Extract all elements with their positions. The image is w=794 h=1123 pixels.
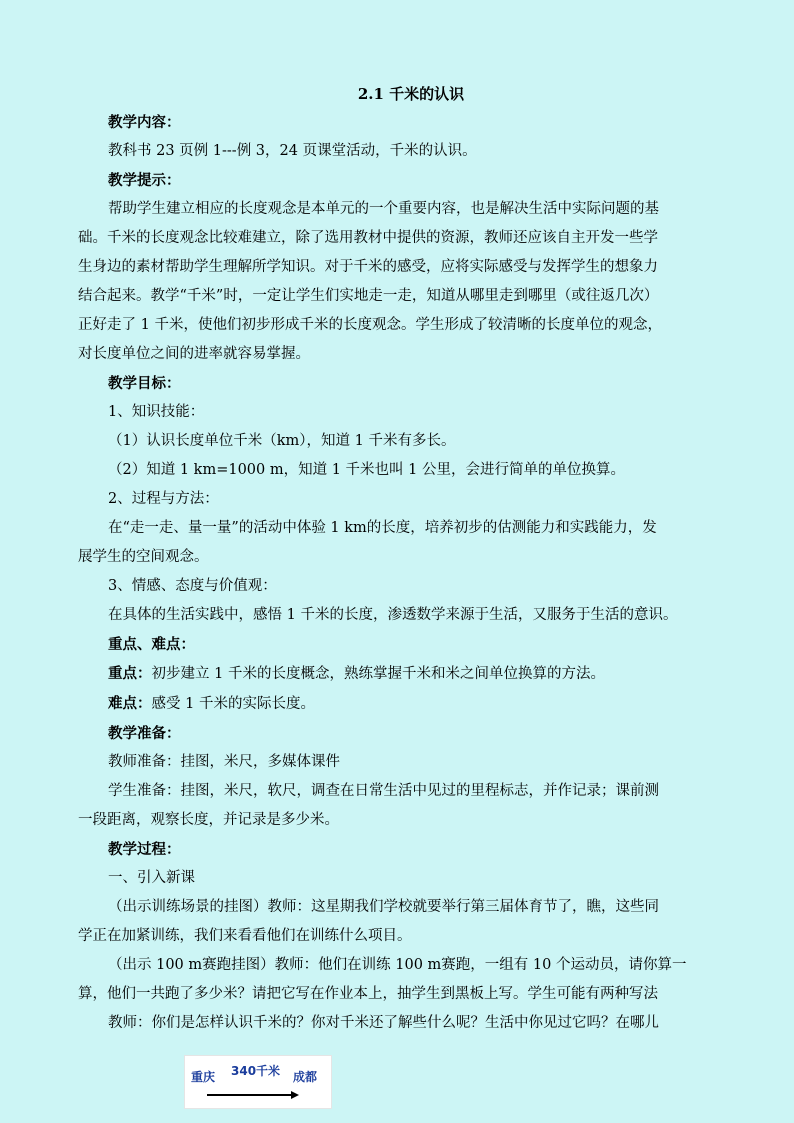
process-p1-line: 学正在加紧训练，我们来看看他们在训练什么项目。 <box>78 928 412 944</box>
document-page <box>78 80 724 1038</box>
distance-diagram <box>184 1055 332 1109</box>
page-title: 2.1 千米的认识 <box>357 85 465 103</box>
process-heading: 教学过程： <box>108 841 181 858</box>
tips-line: 生身边的素材帮助学生理解所学知识。对于千米的感受，应将实际感受与发挥学生的想象力 <box>78 259 658 275</box>
process-p2-line: （出示 100 m赛跑挂图）教师：他们在训练 100 m赛跑，一组有 10 个运动员，请你算一 <box>108 957 687 973</box>
prep-student-line: 学生准备：挂图，米尺，软尺，调查在日常生活中见过的里程标志，并作记录；课前测 <box>108 783 659 799</box>
goal2-line: 在“走一走、量一量”的活动中体验 1 km的长度，培养初步的估测能力和实践能力，发 <box>108 520 657 536</box>
goal2-heading: 2、过程与方法： <box>108 491 219 507</box>
tips-line: 正好走了 1 千米，使他们初步形成千米的长度观念。学生形成了较清晰的长度单位的观念， <box>78 317 662 333</box>
process-p3: 教师：你们是怎样认识千米的？你对千米还了解些什么呢？生活中你见过它吗？在哪儿 <box>108 1015 659 1031</box>
key-heading: 重点、难点： <box>108 636 195 653</box>
tips-line: 帮助学生建立相应的长度观念是本单元的一个重要内容，也是解决生活中实际问题的基 <box>108 201 659 217</box>
tips-line: 础。千米的长度观念比较难建立，除了选用教材中提供的资源，教师还应该自主开发一些学 <box>78 230 658 246</box>
tips-line: 对长度单位之间的进率就容易掌握。 <box>78 346 310 362</box>
goal3-heading: 3、情感、态度与价值观： <box>108 578 277 594</box>
key-line <box>78 659 724 689</box>
process-step1: 一、引入新课 <box>108 870 195 886</box>
goal1-heading: 1、知识技能： <box>108 404 205 420</box>
tips-heading: 教学提示： <box>108 172 181 189</box>
arrow-right-icon <box>207 1090 299 1100</box>
key-text: 初步建立 1 千米的长度概念，熟练掌握千米和米之间单位换算的方法。 <box>151 666 605 682</box>
prep-student-line: 一段距离，观察长度，并记录是多少米。 <box>78 812 339 828</box>
process-p1-line: （出示训练场景的挂图）教师：这星期我们学校就要举行第三届体育节了，瞧，这些同 <box>108 899 659 915</box>
key-label: 重点： <box>108 665 152 682</box>
goal1-item: （2）知道 1 km=1000 m，知道 1 千米也叫 1 公里，会进行简单的单位换算。 <box>108 462 625 478</box>
content-heading: 教学内容： <box>108 114 181 131</box>
difficulty-label: 难点： <box>108 695 152 712</box>
difficulty-text: 感受 1 千米的实际长度。 <box>151 696 315 712</box>
difficulty-line <box>78 689 724 719</box>
prep-heading: 教学准备： <box>108 725 181 742</box>
diagram-from-label: 重庆 <box>191 1070 216 1084</box>
prep-teacher: 教师准备：挂图，米尺，多媒体课件 <box>108 754 340 770</box>
diagram-to-label: 成都 <box>293 1070 318 1084</box>
goal1-item: （1）认识长度单位千米（km），知道 1 千米有多长。 <box>108 433 456 449</box>
goals-heading: 教学目标： <box>108 375 181 392</box>
diagram-distance-label: 340千米 <box>231 1064 281 1078</box>
content-text: 教科书 23 页例 1---例 3，24 页课堂活动，千米的认识。 <box>108 143 477 159</box>
process-p2-line: 算，他们一共跑了多少米？请把它写在作业本上，抽学生到黑板上写。学生可能有两种写法 <box>78 986 658 1002</box>
tips-line: 结合起来。教学“千米”时，一定让学生们实地走一走，知道从哪里走到哪里（或往返几次） <box>78 288 659 304</box>
goal2-line: 展学生的空间观念。 <box>78 549 209 565</box>
goal3-text: 在具体的生活实践中，感悟 1 千米的长度，渗透数学来源于生活，又服务于生活的意识。 <box>108 607 678 623</box>
